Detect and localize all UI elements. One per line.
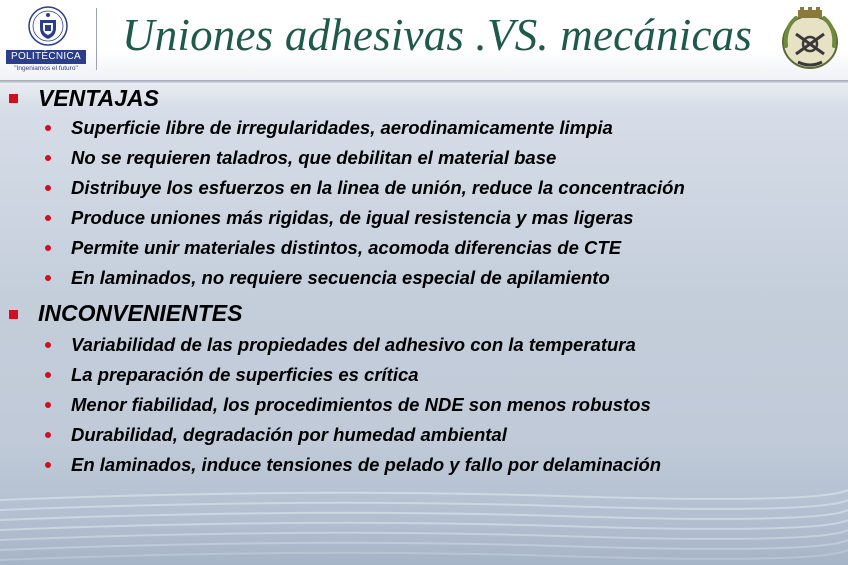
logo-motto: "Ingeniamos el futuro" (14, 65, 78, 72)
item-bullet (45, 432, 51, 438)
decorative-wave-stripes (0, 470, 848, 565)
logo-brand-name: POLITÉCNICA (6, 50, 86, 64)
list-item: Permite unir materiales distintos, acomoda diferencias de CTE (71, 237, 622, 258)
item-bullet (45, 125, 51, 131)
list-item: Menor fiabilidad, los procedimientos de NDE son menos robustos (71, 394, 651, 415)
list-item: Produce uniones más rigidas, de igual resistencia y mas ligeras (71, 207, 634, 228)
section-bullet (9, 310, 18, 319)
item-bullet (45, 462, 51, 468)
item-bullet (45, 342, 51, 348)
item-bullet (45, 155, 51, 161)
list-item: En laminados, induce tensiones de pelado y fallo por delaminación (71, 454, 662, 475)
slide-header (0, 0, 848, 82)
section-bullet (9, 94, 18, 103)
item-bullet (45, 185, 51, 191)
item-bullet (45, 275, 51, 281)
list-item: No se requieren taladros, que debilitan el material base (71, 147, 557, 168)
item-bullet (45, 215, 51, 221)
item-bullet (45, 402, 51, 408)
section-heading-inconvenientes: INCONVENIENTES (38, 300, 243, 326)
header-divider (0, 80, 848, 83)
list-item: Variabilidad de las propiedades del adhesivo con la temperatura (71, 334, 636, 355)
list-item: La preparación de superficies es crítica (71, 364, 419, 385)
list-item: Durabilidad, degradación por humedad ambiental (71, 424, 507, 445)
engineering-crest-icon (778, 6, 842, 72)
section-heading-ventajas: VENTAJAS (38, 85, 159, 111)
upm-seal-icon (28, 6, 68, 46)
list-item: En laminados, no requiere secuencia especial de apilamiento (71, 267, 610, 288)
slide-title: Uniones adhesivas .VS. mecánicas (122, 10, 753, 60)
politecnica-logo (4, 4, 88, 76)
item-bullet (45, 372, 51, 378)
list-item: Superficie libre de irregularidades, aerodinamicamente limpia (71, 117, 613, 138)
list-item: Distribuye los esfuerzos en la linea de unión, reduce la concentración (71, 177, 685, 198)
item-bullet (45, 245, 51, 251)
logo-divider (96, 8, 97, 70)
